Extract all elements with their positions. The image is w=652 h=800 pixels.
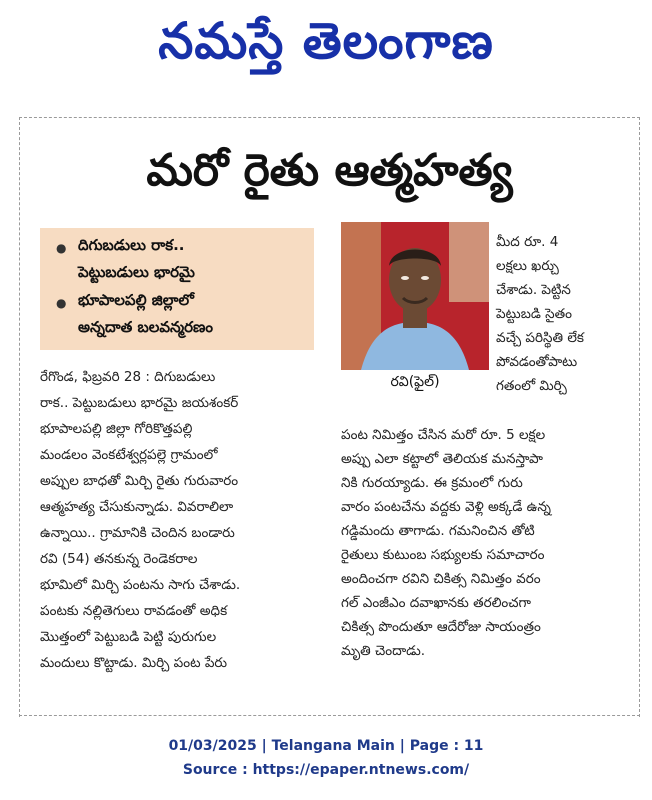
text-line: ఉన్నాయి.. గ్రామానికి చెందిన బండారు: [40, 525, 235, 541]
text-line: అప్పుల బాధతో మిర్చి రైతు గురువారం: [40, 473, 239, 489]
text-line: పంటకు నల్లితెగులు రావడంతో అధిక: [40, 603, 228, 619]
text-line: చేశాడు. పెట్టిన: [496, 282, 571, 298]
text-line: పెట్టుబడి సైతం: [496, 306, 572, 322]
photo-caption: రవి(ఫైల్): [390, 374, 440, 390]
text-line: భూపాలపల్లి జిల్లా గోరికొత్తపల్లి: [40, 421, 193, 437]
article-headline: మరో రైతు ఆత్మహత్య: [146, 145, 513, 196]
footer-source: Source : https://epaper.ntnews.com/: [182, 762, 470, 778]
text-line: లక్షలు ఖర్చు: [496, 258, 559, 274]
text-line: ఆత్మహత్య చేసుకున్నాడు. వివరాలిలా: [40, 499, 234, 515]
clip-border-top: [19, 117, 640, 118]
text-line: భూమిలో మిర్చి పంటను సాగు చేశాడు.: [40, 577, 241, 593]
highlight-line: భూపాలపల్లి జిల్లాలో: [78, 291, 194, 309]
footer-date-edition: 01/03/2025 | Telangana Main | Page : 11: [168, 738, 484, 754]
text-line: మండలం వెంకటేశ్వర్లపల్లె గ్రామంలో: [40, 447, 218, 463]
text-line: మీద రూ. 4: [496, 234, 559, 250]
bullet-icon: ●: [56, 241, 67, 255]
highlight-line: దిగుబడులు రాక..: [78, 236, 185, 254]
text-line: రవి (54) తనకున్న రెండెకరాల: [40, 551, 198, 567]
text-line: వచ్చే పరిస్థితి లేక: [496, 330, 584, 346]
text-line: గడ్డిమందు తాగాడు. గమనించిన తోటి: [341, 523, 535, 539]
text-line: పోవడంతోపాటు: [496, 354, 578, 370]
farmer-portrait-image: [341, 222, 489, 370]
text-line: గల్ ఎంజీఎం దవాఖానకు తరలించగా: [341, 595, 531, 611]
text-line: అప్పు ఎలా కట్టాలో తెలియక మనస్తాపా: [341, 451, 543, 467]
text-line: రేగొండ, ఫిబ్రవరి 28 : దిగుబడులు: [40, 369, 216, 385]
clip-border-bottom: [19, 715, 640, 716]
text-line: గతంలో మిర్చి: [496, 378, 567, 394]
text-line: వారం పంటచేను వద్దకు వెళ్లి అక్కడే ఉన్న: [341, 499, 551, 515]
farmer-photo: [341, 222, 489, 370]
text-line: రాక.. పెట్టుబడులు భారమై జయశంకర్: [40, 395, 239, 411]
masthead-title: నమస్తే తెలంగాణ: [158, 12, 494, 70]
text-line: అందించగా రవిని చికిత్స నిమిత్తం వరం: [341, 571, 541, 587]
text-line: పంట నిమిత్తం చేసిన మరో రూ. 5 లక్షల: [341, 427, 546, 443]
text-line: మందులు కొట్టాడు. మిర్చి పంట పేరు: [40, 655, 228, 671]
highlights-box: [40, 228, 314, 350]
highlight-line: అన్నదాత బలవన్మరణం: [78, 318, 213, 336]
text-line: నికి గురయ్యాడు. ఈ క్రమంలో గురు: [341, 475, 523, 491]
text-line: మృతి చెందాడు.: [341, 643, 426, 659]
highlight-line: పెట్టుబడులు భారమై: [78, 263, 195, 281]
bullet-icon: ●: [56, 296, 67, 310]
text-line: రైతులు కుటుంబ సభ్యులకు సమాచారం: [341, 547, 545, 563]
text-line: మొత్తంలో పెట్టుబడి పెట్టి పురుగుల: [40, 629, 217, 645]
text-line: చికిత్స పొందుతూ ఆదేరోజు సాయంత్రం: [341, 619, 541, 635]
